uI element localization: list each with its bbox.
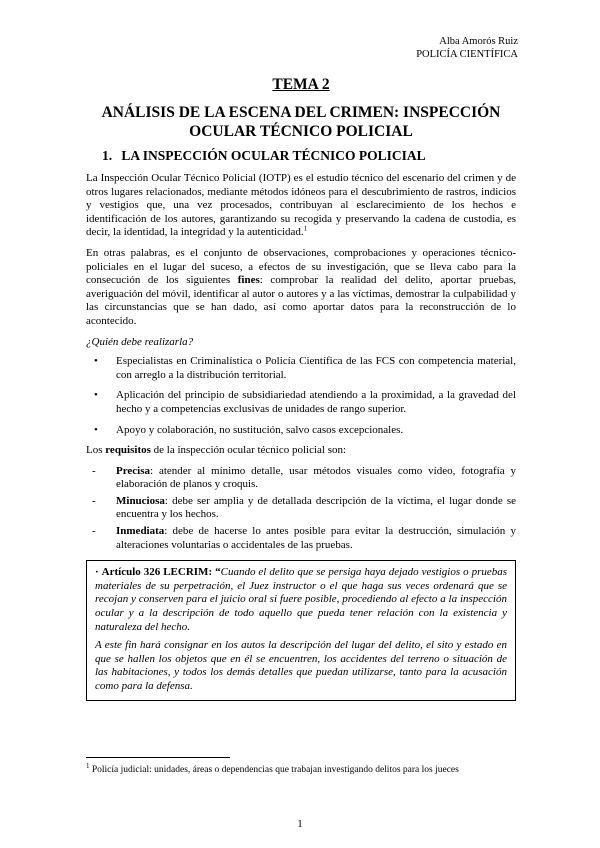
requisitos-list [86, 465, 516, 553]
section-title: LA INSPECCIÓN OCULAR TÉCNICO POLICIAL [121, 148, 426, 163]
requisitos-intro-rest: de la inspección ocular técnico policial son: [150, 444, 347, 457]
list-item-text: Especialistas en Criminalística o Policía Científica de las FCS con competencia material, con arreglo a la distribución territorial. [116, 355, 516, 381]
bullet-list [86, 355, 516, 437]
main-title [86, 103, 516, 141]
box-marker: · [95, 566, 99, 579]
page-header [416, 35, 518, 61]
legal-quote-paragraph-1 [95, 566, 507, 634]
requisito-text: : debe ser amplia y de detallada descripción de la víctima, el lugar donde se encuentra y los hechos. [116, 494, 516, 521]
list-item [86, 495, 516, 522]
footnote-divider [86, 757, 230, 758]
paragraph-definition-text: La Inspección Ocular Técnico Policial (IOTP) es el estudio técnico del escenario del crimen y de otros lugares relacionados, mediante métodos idóneos para el descubrimiento de rastros, indicios y vestigios que, una vez procesados, contribuyan al esclarecimiento de los hechos e identificación de los autores, garantizando su recogida y preservando la cadena de custodia, es decir, la identidad, la integridad y la autenticidad. [86, 172, 516, 239]
list-item [86, 355, 516, 382]
header-author: Alba Amorós Ruiz [439, 36, 518, 47]
legal-quote-box [86, 560, 516, 700]
requisito-term: Inmediata [116, 525, 165, 538]
paragraph-fines-rest: : comprobar la realidad del delito, aportar pruebas, averiguación del móvil, identificar al autor o autores y a las víctimas, demostrar la culpabilidad y las circunstancias que se han dado, así como aportar datos para la reconstrucción de lo acontecido. [86, 274, 516, 327]
requisitos-intro-text: Los [86, 444, 106, 457]
requisitos-term: requisitos [105, 444, 151, 457]
paragraph-definition [86, 172, 516, 240]
quote-opening: : “ [208, 566, 221, 579]
requisito-term: Precisa [116, 464, 151, 477]
dash-icon: - [92, 464, 96, 477]
list-item [86, 389, 516, 416]
section-heading [102, 148, 516, 164]
list-item [86, 465, 516, 492]
legal-quote-paragraph-2: A este fin hará consignar en los autos la descripción del lugar del delito, el sito y estado en que se hallen los objetos que en él se encuentren, los accidentes del terreno o situación de las habitaciones, y todos los demás detalles que puedan utilizarse, tanto para la acusación como para la defensa. [95, 639, 507, 692]
dash-icon: - [92, 494, 96, 507]
bullet-icon: • [94, 423, 98, 436]
requisito-text: : debe de hacerse lo antes posible para evitar la destrucción, simulación y alteraciones voluntarias o accidentales de las pruebas. [116, 525, 516, 551]
list-item-text: Aplicación del principio de subsidiariedad atendiendo a la proximidad, a la gravedad del hecho y a competencias exclusivas de unidades de rango superior. [116, 389, 516, 415]
list-item [86, 424, 516, 438]
header-subject: POLICÍA CIENTÍFICA [416, 49, 518, 60]
dash-icon: - [92, 525, 96, 538]
quote-text-1: Cuando el delito que se persiga haya dejado vestigios o pruebas materiales de su perpetración, el Juez instructor o el que haga sus veces ordenará que se recojan y conserven para el juicio oral si fuere posible, procediendo al efecto a la inspección ocular y a la descripción de todo aquello que pueda tener relación con la existencia y naturaleza del hecho. [95, 566, 508, 633]
question-heading: ¿Quién debe realizarla? [86, 335, 194, 348]
requisito-term: Minuciosa [116, 494, 165, 507]
fines-term: fines [237, 274, 260, 287]
footnote-number: 1 [86, 761, 90, 770]
main-title-line2: OCULAR TÉCNICO POLICIAL [189, 123, 413, 140]
list-item [86, 525, 516, 552]
section-number: 1. [102, 148, 113, 163]
paragraph-fines [86, 247, 516, 329]
paragraph-fines-text: En otras palabras, es el conjunto de observaciones, comprobaciones y operaciones técnico-policiales en el lugar del suceso, a efectos de su investigación, que se lleva cabo para la consecución de los siguientes [86, 246, 516, 287]
main-title-line1: ANÁLISIS DE LA ESCENA DEL CRIMEN: INSPECCIÓN [101, 104, 501, 121]
article-reference: Artículo 326 LECRIM [101, 566, 209, 579]
paragraph-requisitos [86, 444, 516, 458]
bullet-icon: • [94, 389, 98, 402]
list-item-text: Apoyo y colaboración, no sustitución, salvo casos excepcionales. [116, 423, 404, 436]
page-content [86, 76, 516, 701]
page-number: 1 [297, 818, 303, 830]
tema-heading: TEMA 2 [272, 76, 330, 93]
requisito-text: : atender al mínimo detalle, usar métodos visuales como vídeo, fotografía y elaboración de planos y croquis. [116, 464, 516, 491]
footnote [86, 761, 526, 776]
footnote-ref: 1 [303, 224, 308, 233]
footnote-text: Policía judicial: unidades, áreas o dependencias que trabajan investigando delitos para los jueces [89, 765, 459, 775]
bullet-icon: • [94, 355, 98, 368]
